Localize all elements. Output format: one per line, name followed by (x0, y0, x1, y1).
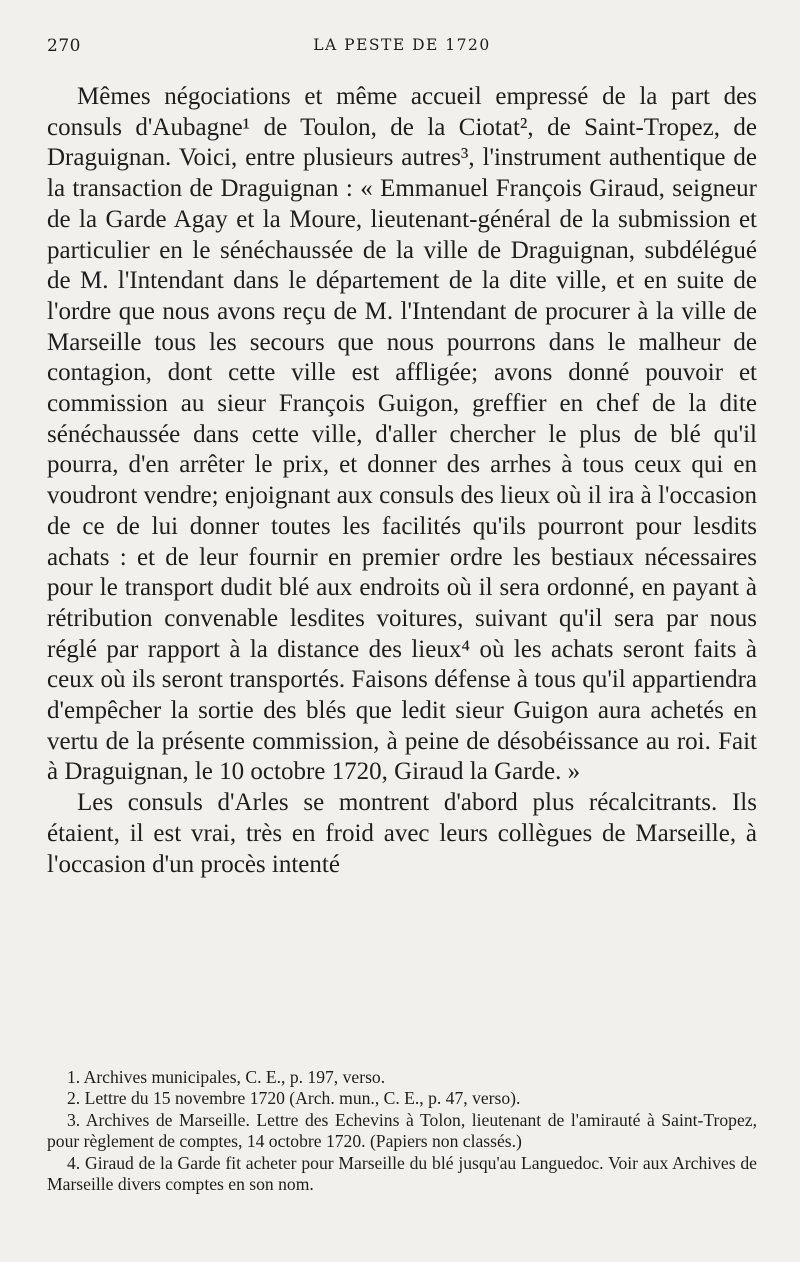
page-number: 270 (47, 36, 81, 56)
footnote-2: 2. Lettre du 15 novembre 1720 (Arch. mun., C. E., p. 47, verso). (67, 1088, 521, 1109)
footnote-4: 4. Giraud de la Garde fit acheter pour Marseille du blé jusqu'au Languedoc. Voir aux Archives de Marseille divers comptes en son nom. (47, 1152, 757, 1195)
footnote-3: 3. Archives de Marseille. Lettre des Echevins à Tolon, lieutenant de l'amirauté à Saint-Tropez, pour règlement de comptes, 14 octobre 1720. (Papiers non classés.) (47, 1109, 757, 1152)
footnote-1: 1. Archives municipales, C. E., p. 197, verso. (67, 1067, 386, 1087)
main-text (47, 82, 757, 880)
paragraph: Mêmes négociations et même accueil empressé de la part des consuls d'Aubagne¹ de Toulon, de la Ciotat², de Saint-Tropez, de Draguignan. Voici, entre plusieurs autres³, l'instrument authentique de la transaction de Draguignan : « Emmanuel François Giraud, seigneur de la Garde Agay et la Moure, lieutenant-général de la submission et particulier en le sénéchaussée de la ville de Draguignan, subdélégué de M. l'Intendant dans le département de la dite ville, et en suite de l'ordre que nous avons reçu de M. l'Intendant de procurer à la ville de Marseille tous les secours que nous pourrons dans le malheur de contagion, dont cette ville est affligée; avons donné pouvoir et commission au sieur François Guigon, greffier en chef de la dite sénéchaussée dans cette ville, d'aller chercher le plus de blé qu'il pourra, d'en arrêter le prix, et donner des arrhes à tous ceux qui en voudront vendre; enjoignant aux consuls des lieux où il ira à l'occasion de ce de lui donner toutes les facilités qu'ils pourront pour lesdits achats : et de leur fournir en premier ordre les bestiaux nécessaires pour le transport dudit blé aux endroits où il sera ordonné, en payant à rétribution convenable lesdites voitures, suivant qu'il sera par nous réglé par rapport à la distance des lieux⁴ où les achats seront faits à ceux où ils seront transportés. Faisons défense à tous qu'il appartiendra d'empêcher la sortie des blés que ledit sieur Guigon aura achetés en vertu de la présente commission, à peine de désobéissance au roi. Fait à Draguignan, le 10 octobre 1720, Giraud la Garde. » (47, 83, 757, 786)
footnotes (47, 1067, 757, 1195)
page-header (47, 36, 757, 60)
running-title: LA PESTE DE 1720 (313, 36, 491, 54)
paragraph: Les consuls d'Arles se montrent d'abord plus récalcitrants. Ils étaient, il est vrai, très en froid avec leurs collègues de Marseille, à l'occasion d'un procès intenté (47, 789, 757, 878)
